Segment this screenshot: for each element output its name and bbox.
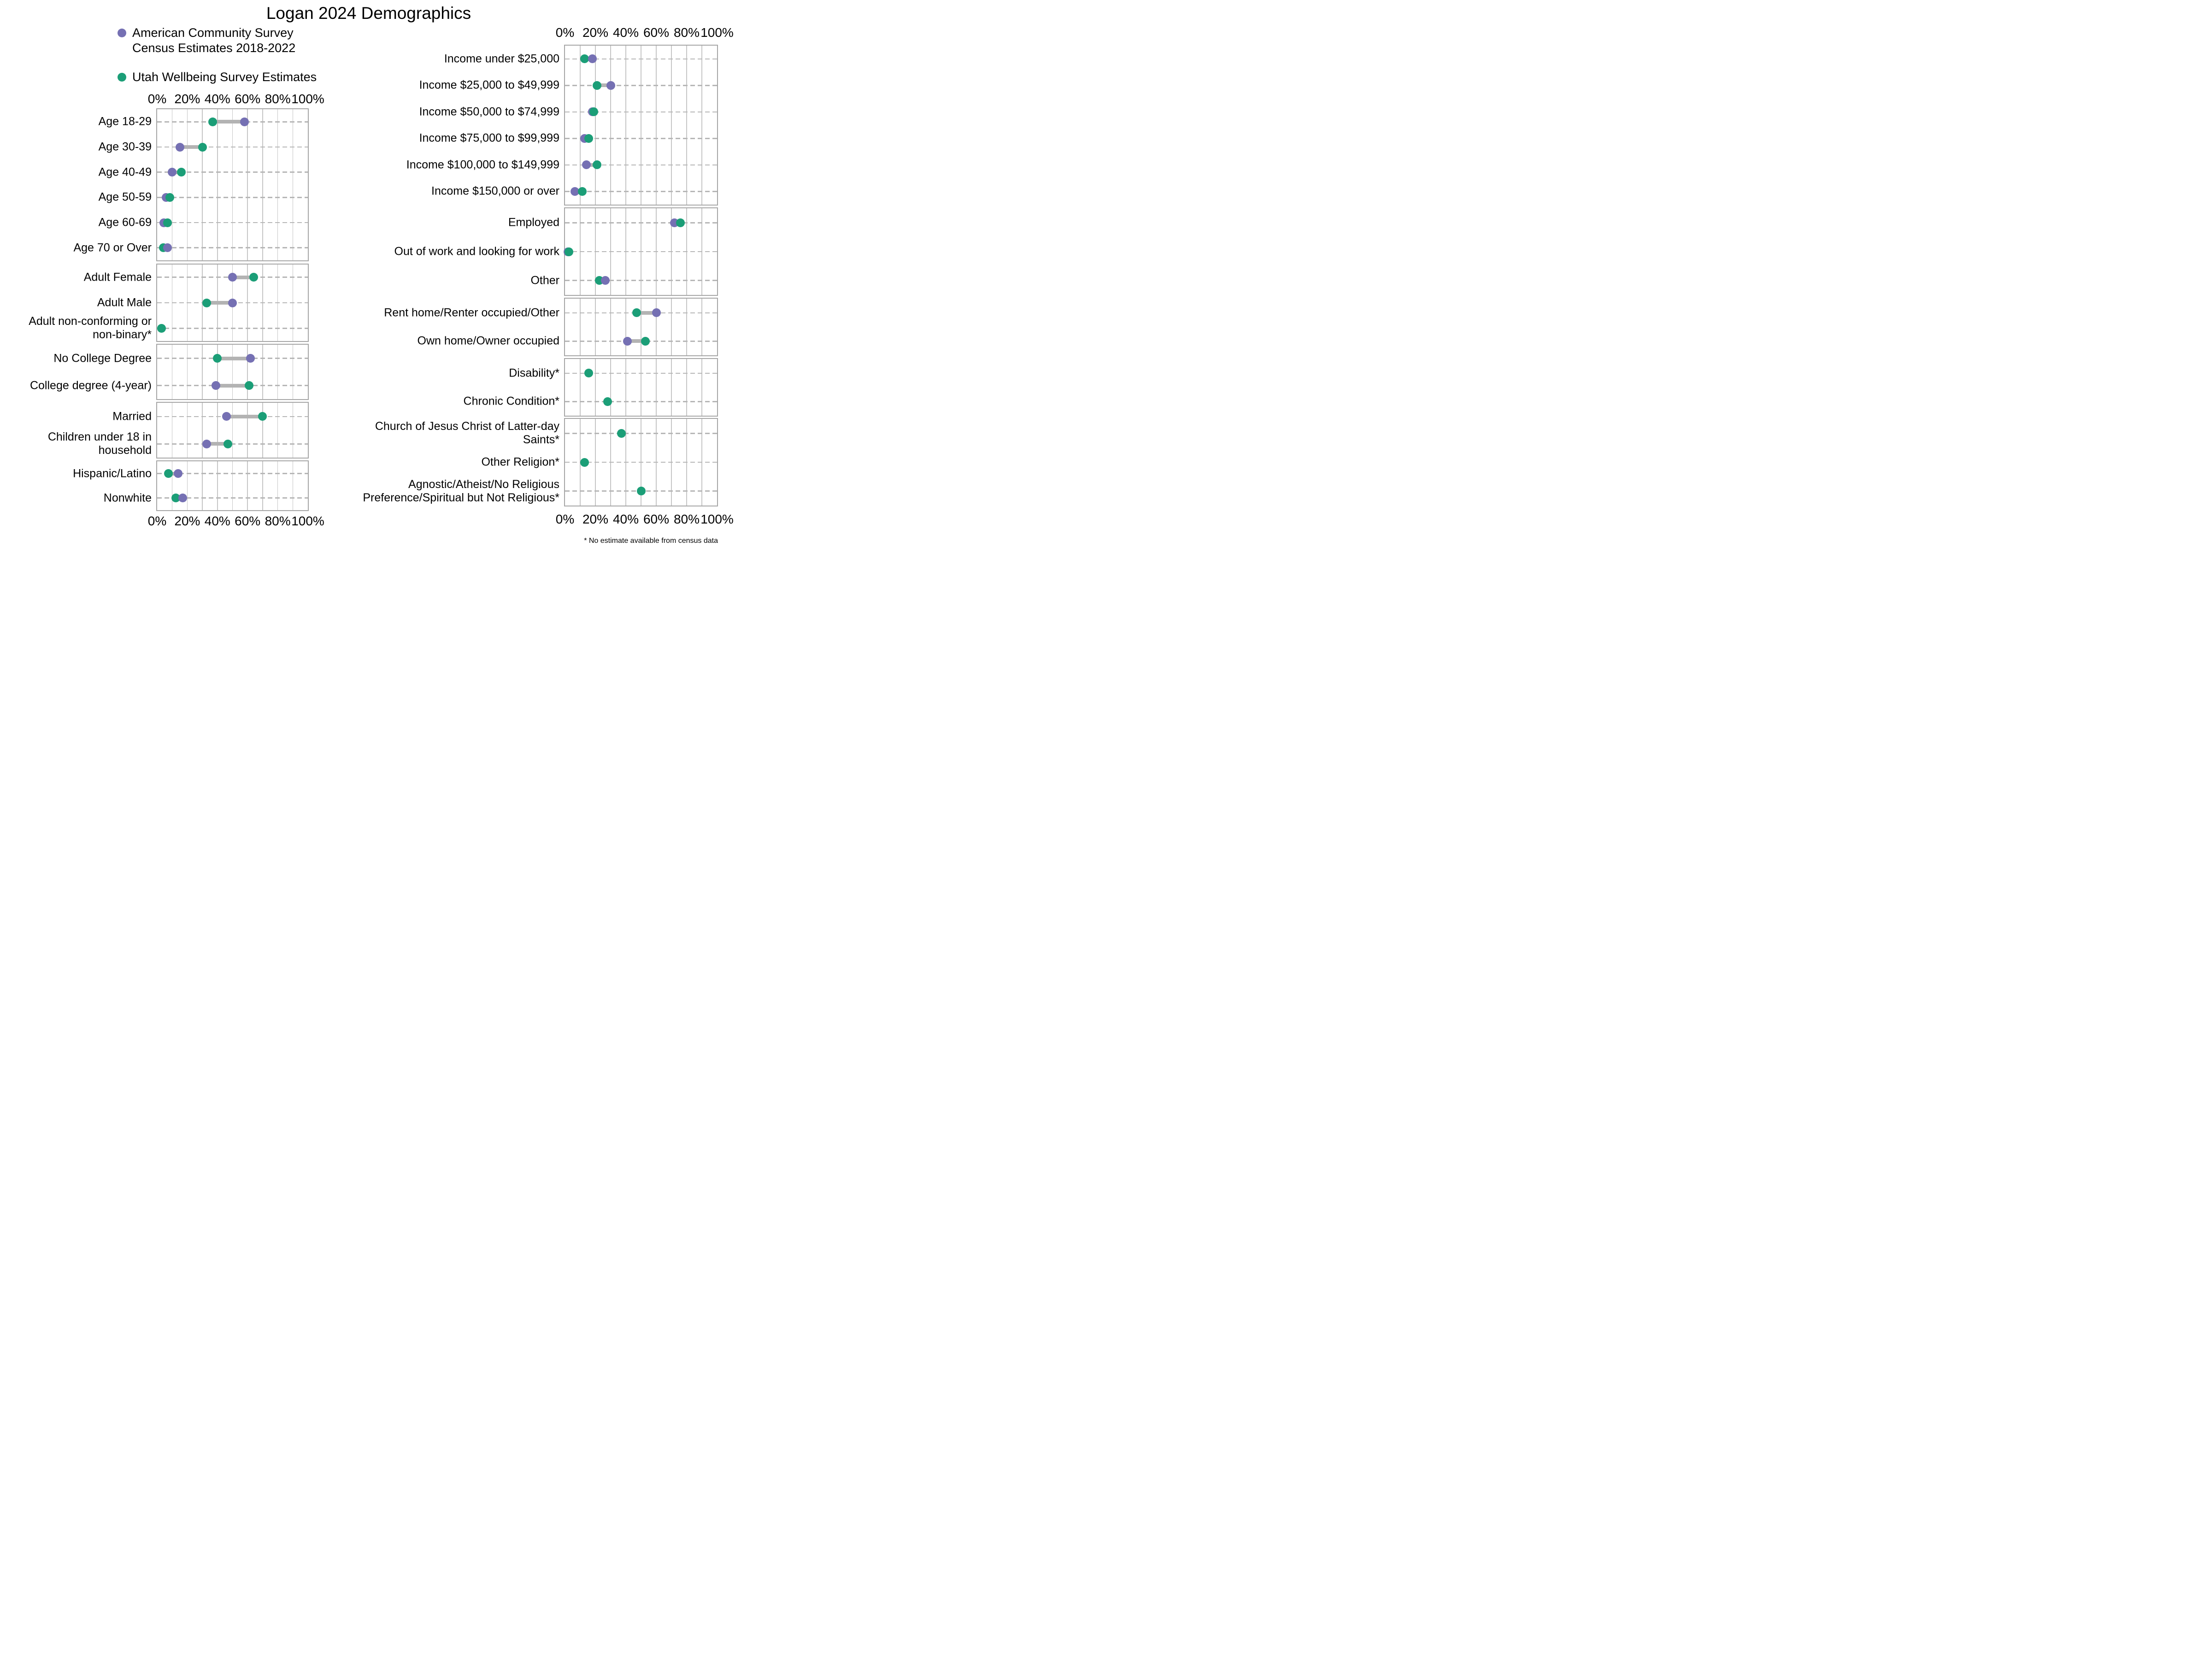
- gridline: [701, 359, 702, 416]
- row-label: Married: [112, 410, 152, 423]
- gridline: [247, 403, 248, 458]
- axis-tick-label-top: 80%: [673, 25, 700, 40]
- axis-tick-label-bottom: 40%: [204, 514, 230, 528]
- row-guide: [565, 280, 717, 281]
- gridline: [595, 46, 596, 205]
- row-guide: [565, 251, 717, 253]
- gridline: [247, 461, 248, 510]
- row-label: Income $50,000 to $74,999: [419, 105, 559, 118]
- uws-dot: [258, 412, 267, 421]
- uws-dot: [632, 308, 641, 317]
- gridline: [293, 403, 294, 458]
- axis-tick-label-bottom: 0%: [147, 514, 167, 528]
- uws-dot: [584, 369, 593, 377]
- gridline: [580, 46, 581, 205]
- legend-uws-dot-icon: [118, 73, 126, 82]
- uws-dot: [593, 81, 601, 90]
- uws-dot: [578, 187, 587, 196]
- gridline: [172, 461, 173, 510]
- gridline: [580, 359, 581, 416]
- gridline: [686, 299, 687, 355]
- gridline: [187, 345, 188, 399]
- gridline: [202, 109, 203, 260]
- acs-dot: [212, 381, 220, 390]
- row-guide: [157, 222, 308, 224]
- row-guide: [565, 401, 717, 402]
- row-label: Adult Female: [83, 271, 152, 284]
- row-guide: [565, 222, 717, 224]
- gridline: [625, 359, 626, 416]
- axis-tick-label-top: 40%: [612, 25, 639, 40]
- gridline: [217, 109, 218, 260]
- row-label: Age 60-69: [98, 216, 152, 229]
- gridline: [262, 461, 263, 510]
- uws-dot: [163, 218, 172, 227]
- panel-education: [156, 344, 309, 400]
- row-label: Out of work and looking for work: [394, 245, 559, 258]
- dumbbell-connector: [216, 384, 249, 388]
- row-label: Chronic Condition*: [463, 394, 559, 408]
- gridline: [580, 299, 581, 355]
- row-guide: [565, 85, 717, 86]
- uws-dot: [213, 354, 222, 363]
- acs-dot: [246, 354, 255, 363]
- gridline: [595, 299, 596, 355]
- gridline: [277, 461, 278, 510]
- uws-dot: [580, 458, 589, 467]
- gridline: [172, 109, 173, 260]
- gridline: [656, 46, 657, 205]
- row-label: No College Degree: [53, 352, 152, 365]
- row-label: Employed: [508, 216, 559, 229]
- acs-dot: [240, 118, 249, 126]
- row-guide: [157, 197, 308, 198]
- axis-tick-label-bottom: 100%: [291, 514, 324, 528]
- panel-health: [564, 358, 718, 417]
- axis-tick-label-top: 0%: [555, 25, 575, 40]
- legend-item-uws: [118, 70, 317, 85]
- acs-dot: [163, 243, 172, 252]
- panel-employment: [564, 207, 718, 296]
- gridline: [625, 46, 626, 205]
- uws-dot: [202, 299, 211, 307]
- gridline: [277, 109, 278, 260]
- gridline: [247, 345, 248, 399]
- legend-uws-label-line1: Utah Wellbeing Survey Estimates: [132, 70, 317, 84]
- row-label: Income $25,000 to $49,999: [419, 78, 559, 92]
- gridline: [172, 403, 173, 458]
- gridline: [232, 403, 233, 458]
- uws-dot: [164, 469, 173, 478]
- row-label: Income $100,000 to $149,999: [406, 158, 559, 171]
- row-label: Own home/Owner occupied: [417, 334, 559, 347]
- uws-dot: [637, 487, 646, 495]
- gridline: [232, 461, 233, 510]
- axis-tick-label-top: 0%: [147, 92, 167, 106]
- row-label: Rent home/Renter occupied/Other: [384, 306, 559, 319]
- row-label: Age 30-39: [98, 140, 152, 153]
- axis-tick-label-bottom: 0%: [555, 512, 575, 526]
- axis-tick-label-bottom: 60%: [643, 512, 670, 526]
- uws-dot: [641, 337, 650, 346]
- uws-dot: [157, 324, 166, 333]
- acs-dot: [606, 81, 615, 90]
- gridline: [610, 299, 611, 355]
- axis-tick-label-bottom: 80%: [673, 512, 700, 526]
- legend: [118, 25, 317, 99]
- axis-tick-label-top: 100%: [291, 92, 324, 106]
- axis-tick-label-bottom: 80%: [265, 514, 291, 528]
- panel-income: [564, 45, 718, 206]
- gridline: [232, 109, 233, 260]
- uws-dot: [589, 107, 598, 116]
- uws-dot: [165, 193, 174, 202]
- footnote: * No estimate available from census data: [584, 537, 718, 545]
- uws-dot: [177, 168, 186, 176]
- row-label: Income $75,000 to $99,999: [419, 131, 559, 145]
- axis-tick-label-top: 20%: [582, 25, 609, 40]
- gridline: [671, 46, 672, 205]
- axis-tick-label-bottom: 20%: [174, 514, 200, 528]
- gridline: [671, 359, 672, 416]
- legend-item-acs: [118, 25, 317, 56]
- acs-dot: [178, 494, 187, 502]
- gridline: [217, 461, 218, 510]
- acs-dot: [601, 276, 610, 285]
- acs-dot: [174, 469, 182, 478]
- legend-acs-dot-icon: [118, 29, 126, 37]
- row-label: Church of Jesus Christ of Latter-day Saints*: [375, 420, 559, 447]
- gridline: [293, 345, 294, 399]
- uws-dot: [617, 429, 626, 438]
- row-label: Adult Male: [97, 296, 152, 309]
- gridline: [202, 403, 203, 458]
- uws-dot: [245, 381, 253, 390]
- gridline: [701, 299, 702, 355]
- row-label: Income under $25,000: [444, 52, 559, 65]
- gridline: [610, 46, 611, 205]
- acs-dot: [588, 54, 597, 63]
- row-guide: [157, 443, 308, 445]
- axis-tick-label-bottom: 40%: [612, 512, 639, 526]
- row-label: Disability*: [509, 366, 559, 380]
- gridline: [232, 345, 233, 399]
- row-label: Children under 18 in household: [47, 430, 152, 457]
- gridline: [277, 403, 278, 458]
- acs-dot: [176, 143, 184, 152]
- row-label: Income $150,000 or over: [431, 184, 559, 198]
- row-label: Agnostic/Atheist/No Religious Preference/Spiritual but Not Religious*: [363, 477, 559, 504]
- gridline: [217, 345, 218, 399]
- row-label: Adult non-conforming or non-binary*: [29, 315, 152, 341]
- chart-title: Logan 2024 Demographics: [266, 4, 471, 23]
- uws-dot: [565, 247, 573, 256]
- gridline: [187, 109, 188, 260]
- gridline: [656, 299, 657, 355]
- legend-acs-label: [132, 25, 295, 56]
- gridline: [293, 461, 294, 510]
- acs-dot: [202, 440, 211, 448]
- legend-acs-label-line2: Census Estimates 2018-2022: [132, 41, 296, 55]
- uws-dot: [208, 118, 217, 126]
- uws-dot: [603, 397, 612, 406]
- gridline: [172, 345, 173, 399]
- chart-page: [0, 0, 737, 553]
- acs-dot: [222, 412, 231, 421]
- axis-tick-label-bottom: 100%: [700, 512, 734, 526]
- panel-housing: [564, 298, 718, 356]
- legend-uws-label: [132, 70, 317, 85]
- uws-dot: [676, 218, 685, 227]
- panel-race-ethnicity: [156, 460, 309, 511]
- row-label: Age 18-29: [98, 115, 152, 128]
- uws-dot: [224, 440, 232, 448]
- gridline: [595, 359, 596, 416]
- acs-dot: [228, 299, 237, 307]
- gridline: [202, 461, 203, 510]
- acs-dot: [582, 160, 591, 169]
- axis-tick-label-top: 80%: [265, 92, 291, 106]
- gridline: [262, 109, 263, 260]
- row-guide: [157, 328, 308, 329]
- row-label: Hispanic/Latino: [73, 467, 152, 480]
- uws-dot: [584, 134, 593, 143]
- row-label: Other Religion*: [481, 455, 559, 469]
- uws-dot: [593, 160, 601, 169]
- row-label: Other: [530, 274, 559, 287]
- panel-gender: [156, 264, 309, 342]
- gridline: [686, 359, 687, 416]
- gridline: [217, 403, 218, 458]
- row-label: Age 40-49: [98, 165, 152, 179]
- acs-dot: [168, 168, 176, 176]
- gridline: [686, 46, 687, 205]
- uws-dot: [249, 273, 258, 282]
- row-label: Age 50-59: [98, 190, 152, 204]
- axis-tick-label-top: 20%: [174, 92, 200, 106]
- panel-age: [156, 108, 309, 261]
- row-guide: [565, 191, 717, 192]
- gridline: [277, 345, 278, 399]
- uws-dot: [198, 143, 207, 152]
- gridline: [262, 345, 263, 399]
- gridline: [610, 359, 611, 416]
- gridline: [262, 403, 263, 458]
- axis-tick-label-bottom: 20%: [582, 512, 609, 526]
- gridline: [247, 109, 248, 260]
- gridline: [187, 403, 188, 458]
- gridline: [202, 345, 203, 399]
- panel-family: [156, 402, 309, 459]
- axis-tick-label-top: 60%: [235, 92, 261, 106]
- row-guide: [565, 433, 717, 434]
- row-label: Nonwhite: [103, 491, 152, 504]
- axis-tick-label-top: 60%: [643, 25, 670, 40]
- axis-tick-label-top: 100%: [700, 25, 734, 40]
- gridline: [701, 46, 702, 205]
- gridline: [187, 461, 188, 510]
- axis-tick-label-bottom: 60%: [235, 514, 261, 528]
- panel-religion: [564, 418, 718, 506]
- row-label: College degree (4-year): [29, 379, 152, 392]
- gridline: [656, 359, 657, 416]
- gridline: [671, 299, 672, 355]
- row-label: Age 70 or Over: [73, 241, 152, 254]
- acs-dot: [228, 273, 237, 282]
- gridline: [293, 109, 294, 260]
- legend-acs-label-line1: American Community Survey: [132, 26, 294, 40]
- axis-tick-label-top: 40%: [204, 92, 230, 106]
- gridline: [625, 299, 626, 355]
- dumbbell-connector: [226, 415, 262, 418]
- acs-dot: [623, 337, 632, 346]
- row-guide: [157, 247, 308, 248]
- dumbbell-connector: [218, 357, 251, 360]
- acs-dot: [652, 308, 661, 317]
